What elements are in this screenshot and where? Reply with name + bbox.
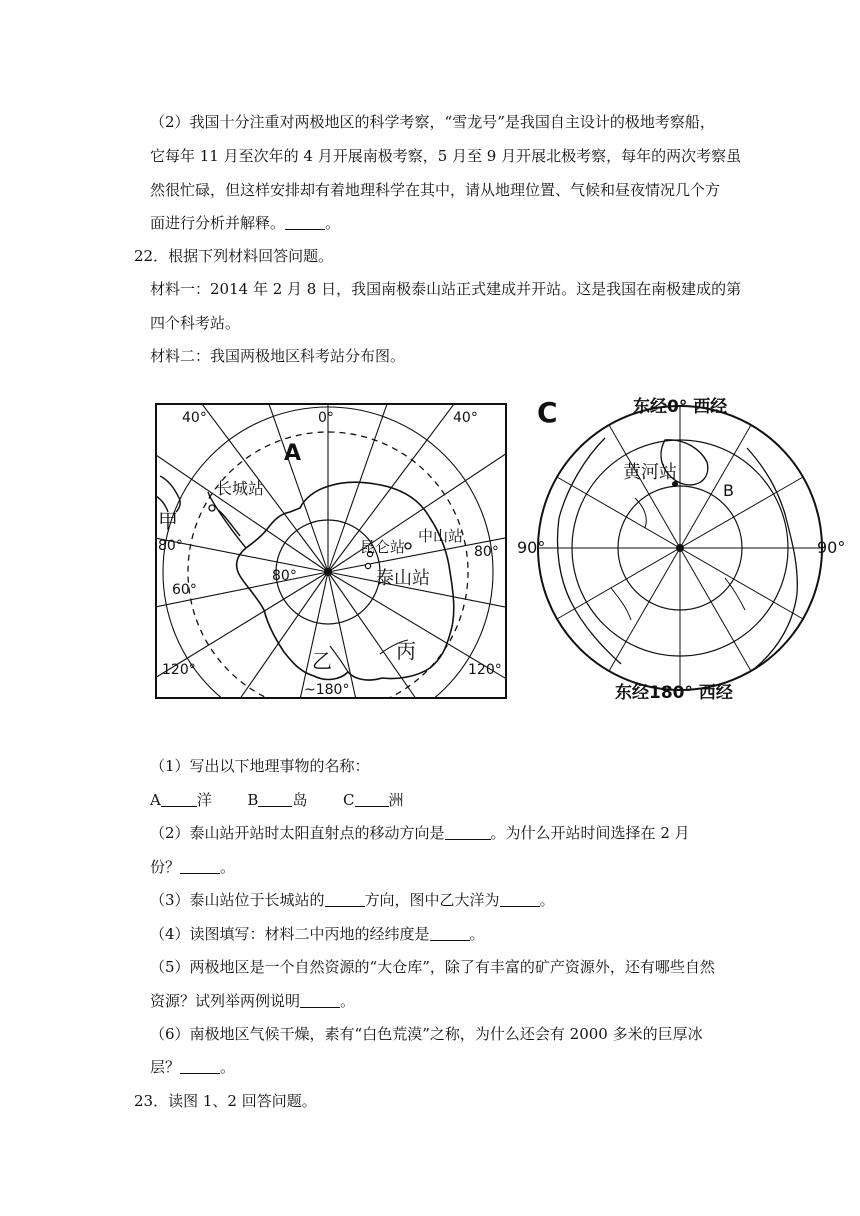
q22-3: [150, 890, 555, 910]
label-0: 0°: [318, 410, 334, 426]
q21-2-line-2: 它每年 11 月至次年的 4 月开展南极考察，5 月至 9 月开展北极考察，每年的两次考察虽: [150, 147, 742, 165]
q21-2-line-4: [150, 213, 340, 233]
antarctic-station-map: [150, 396, 510, 708]
answer-blank-A[interactable]: [161, 790, 197, 807]
q22-2-line-2: [150, 857, 235, 877]
fill-B-letter: B: [247, 791, 259, 809]
answer-blank-B[interactable]: [258, 790, 292, 807]
label-90-left: 90°: [517, 538, 546, 557]
q22-1: （1）写出以下地理事物的名称：: [150, 757, 370, 775]
fill-A-suffix: 洋: [196, 791, 212, 809]
q22-5-line-1: （5）两极地区是一个自然资源的“大仓库”，除了有丰富的矿产资源外，还有哪些自然: [150, 958, 715, 976]
q22-4-text-a: （4）读图填写：材料二中丙地的经纬度是: [150, 925, 430, 943]
label-80-right: 80°: [474, 544, 499, 560]
label-jia: 甲: [158, 509, 178, 533]
answer-blank[interactable]: [445, 823, 491, 840]
q22-material-1-line-2: 四个科考站。: [150, 314, 241, 332]
answer-blank[interactable]: [300, 991, 340, 1008]
fill-A-letter: A: [150, 791, 161, 809]
label-120-right: 120°: [468, 662, 502, 678]
label-60: 60°: [172, 582, 197, 598]
eurasia-coast: [747, 448, 797, 668]
q22-material-1-line-1: 材料一：2014 年 2 月 8 日，我国南极泰山站正式建成并开站。这是我国在南极建成的第: [150, 280, 742, 298]
q22-title: 22．根据下列材料回答问题。: [134, 247, 334, 265]
taishan-station-dot: [365, 563, 370, 568]
q22-material-2: 材料二：我国两极地区科考站分布图。: [150, 347, 406, 365]
q22-6-text-b: 。: [220, 1058, 236, 1076]
label-80-inner: 80°: [272, 568, 297, 584]
q22-2-text-c: 份？: [150, 858, 181, 876]
answer-blank[interactable]: [500, 890, 540, 907]
q21-2-line-1: （2）我国十分注重对两极地区的科学考察，“雪龙号”是我国自主设计的极地考察船，: [150, 113, 715, 131]
label-huanghe-station: 黄河站: [623, 462, 677, 483]
label-taishan-station: 泰山站: [376, 568, 430, 589]
fill-C-suffix: 洲: [388, 791, 404, 809]
label-zhongshan-station: 中山站: [418, 527, 464, 545]
q22-1-fill: [150, 790, 404, 810]
label-180: ~180°: [304, 682, 350, 698]
label-90-right: 90°: [817, 538, 846, 557]
q22-3-text-c: 。: [539, 891, 555, 909]
north-america-coast: [558, 438, 622, 664]
q22-5-text-b: 。: [340, 992, 356, 1010]
q22-6-line-2: [150, 1057, 235, 1077]
changcheng-station-dot: [209, 505, 215, 511]
q22-6-line-1: （6）南极地区气候干燥，素有“白色荒漠”之称，为什么还会有 2000 多米的巨厚冰: [150, 1025, 703, 1043]
q21-2-line-3: 然很忙碌，但这样安排却有着地理科学在其中，请从地理位置、气候和昼夜情况几个方: [150, 181, 721, 199]
q22-5-text-a: 资源？试列举两例说明: [150, 992, 301, 1010]
answer-blank-C[interactable]: [355, 790, 389, 807]
label-B: B: [723, 481, 734, 500]
label-80-left: 80°: [158, 538, 183, 554]
label-bottom-meridian: 东经180° 西经: [615, 683, 733, 703]
arctic-station-map: [515, 388, 855, 708]
label-bing: 丙: [396, 639, 416, 663]
q22-2-text-a: （2）泰山站开站时太阳直射点的移动方向是: [150, 824, 445, 842]
pole-point: [324, 568, 332, 576]
answer-blank[interactable]: [180, 857, 220, 874]
answer-blank[interactable]: [180, 1057, 220, 1074]
q22-4-text-b: 。: [469, 925, 485, 943]
label-C: C: [537, 396, 558, 429]
q22-3-text-b: 方向，图中乙大洋为: [364, 891, 500, 909]
label-kunlun-station: 昆仑站: [360, 538, 406, 556]
fill-C-letter: C: [343, 791, 355, 809]
q22-2-line-1: [150, 823, 690, 843]
north-pole-point: [676, 544, 684, 552]
label-40-left: 40°: [182, 410, 207, 426]
q21-2-end: 。: [325, 214, 341, 232]
answer-blank[interactable]: [285, 213, 325, 230]
zhongshan-station-dot: [405, 543, 411, 549]
fill-B-suffix: 岛: [292, 791, 308, 809]
label-40-right: 40°: [453, 410, 478, 426]
label-A: A: [284, 441, 302, 466]
answer-blank[interactable]: [325, 890, 365, 907]
q22-6-text-a: 层？: [150, 1058, 181, 1076]
answer-blank[interactable]: [430, 924, 470, 941]
q22-2-text-b: 。为什么开站时间选择在 2 月: [490, 824, 690, 842]
q22-3-text-a: （3）泰山站位于长城站的: [150, 891, 325, 909]
q23-title: 23．读图 1、2 回答问题。: [134, 1092, 317, 1110]
q21-2-text: 面进行分析并解释。: [150, 214, 286, 232]
label-top-meridian: 东经0° 西经: [633, 397, 728, 417]
label-yi: 乙: [312, 649, 332, 673]
q22-5-line-2: [150, 991, 355, 1011]
label-120-left: 120°: [162, 662, 196, 678]
label-changcheng-station: 长城站: [216, 479, 265, 498]
q22-2-text-d: 。: [220, 858, 236, 876]
q22-4: [150, 924, 485, 944]
